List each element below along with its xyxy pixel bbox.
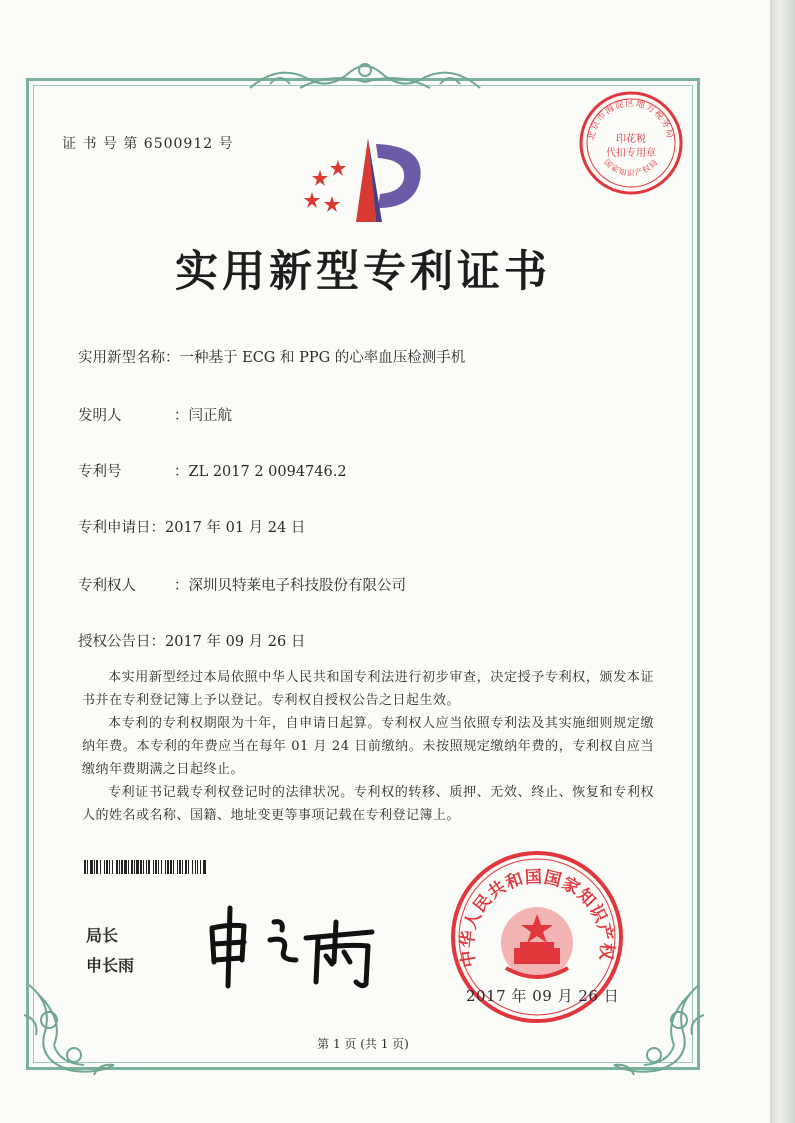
field-value: 2017 年 09 月 26 日 xyxy=(165,634,306,650)
tax-seal-stamp xyxy=(576,88,686,198)
field-filing-date xyxy=(78,516,305,537)
certificate-body xyxy=(82,666,654,827)
handwritten-signature xyxy=(200,900,390,990)
field-label: 专利权人 xyxy=(78,578,136,594)
tax-seal-ring-text: 北京市海淀区地方税务局 xyxy=(586,98,675,142)
director-name: 申长雨 xyxy=(86,956,135,975)
national-emblem-icon xyxy=(501,907,573,979)
page-number: 第 1 页 (共 1 页) xyxy=(317,1037,409,1051)
body-paragraph: 本专利的专利权期限为十年，自申请日起算。专利权人应当依照专利法及其实施细则规定缴纳年费。本专利的年费应当在每年 01 月 24 日前缴纳。未按照规定缴纳年费的，专利权自应当缴纳年费期满之日起终止。 xyxy=(82,716,654,777)
top-ornament xyxy=(240,58,490,94)
director-title: 局长 xyxy=(86,926,119,945)
field-value: ZL 2017 2 0094746.2 xyxy=(188,464,347,480)
field-value: 一种基于 ECG 和 PPG 的心率血压检测手机 xyxy=(179,350,466,366)
certificate-number: 证 书 号 第 6500912 号 xyxy=(62,136,234,152)
field-value: 2017 年 01 月 24 日 xyxy=(165,520,306,536)
tax-seal-center-line2: 代扣专用章 xyxy=(606,148,656,159)
field-label: 专利号 xyxy=(78,464,122,480)
field-utility-model-name xyxy=(78,346,465,367)
field-patentee: 专利权人 ：深圳贝特莱电子科技股份有限公司 xyxy=(78,574,406,595)
field-label: 实用新型名称： xyxy=(78,350,180,366)
field-label: 发明人 xyxy=(78,408,122,424)
issue-date: 2017 年 09 月 26 日 xyxy=(466,987,620,1005)
national-seal-ring-text: 中华人民共和国国家知识产权 xyxy=(457,867,617,969)
field-label: 专利申请日： xyxy=(78,520,165,536)
body-paragraph: 专利证书记载专利权登记时的法律状况。专利权的转移、质押、无效、终止、恢复和专利权人的姓名或名称、国籍、地址变更等事项记载在专利登记簿上。 xyxy=(82,785,654,823)
field-value: 深圳贝特莱电子科技股份有限公司 xyxy=(188,578,406,594)
field-inventor: 发明人 ：闫正航 xyxy=(78,404,232,425)
patent-office-logo-icon xyxy=(298,130,428,230)
tax-seal-center-line1: 印花税 xyxy=(616,134,646,145)
page-edge xyxy=(770,0,795,1123)
field-grant-date xyxy=(78,630,305,651)
tax-seal-bottom-text: 国家知识产权局 xyxy=(602,157,660,178)
field-value: 闫正航 xyxy=(188,408,232,424)
certificate-title: 实用新型专利证书 xyxy=(175,247,551,297)
barcode xyxy=(84,860,324,874)
field-patent-number: 专利号 ：ZL 2017 2 0094746.2 xyxy=(78,460,347,481)
svg-text:国家知识产权局 xyxy=(602,157,660,177)
corner-ornament-bottom-left xyxy=(14,975,124,1085)
body-paragraph: 本实用新型经过本局依照中华人民共和国专利法进行初步审查，决定授予专利权，颁发本证书并在专利登记簿上予以登记。专利权自授权公告之日起生效。 xyxy=(82,670,654,708)
field-label: 授权公告日： xyxy=(78,634,165,650)
